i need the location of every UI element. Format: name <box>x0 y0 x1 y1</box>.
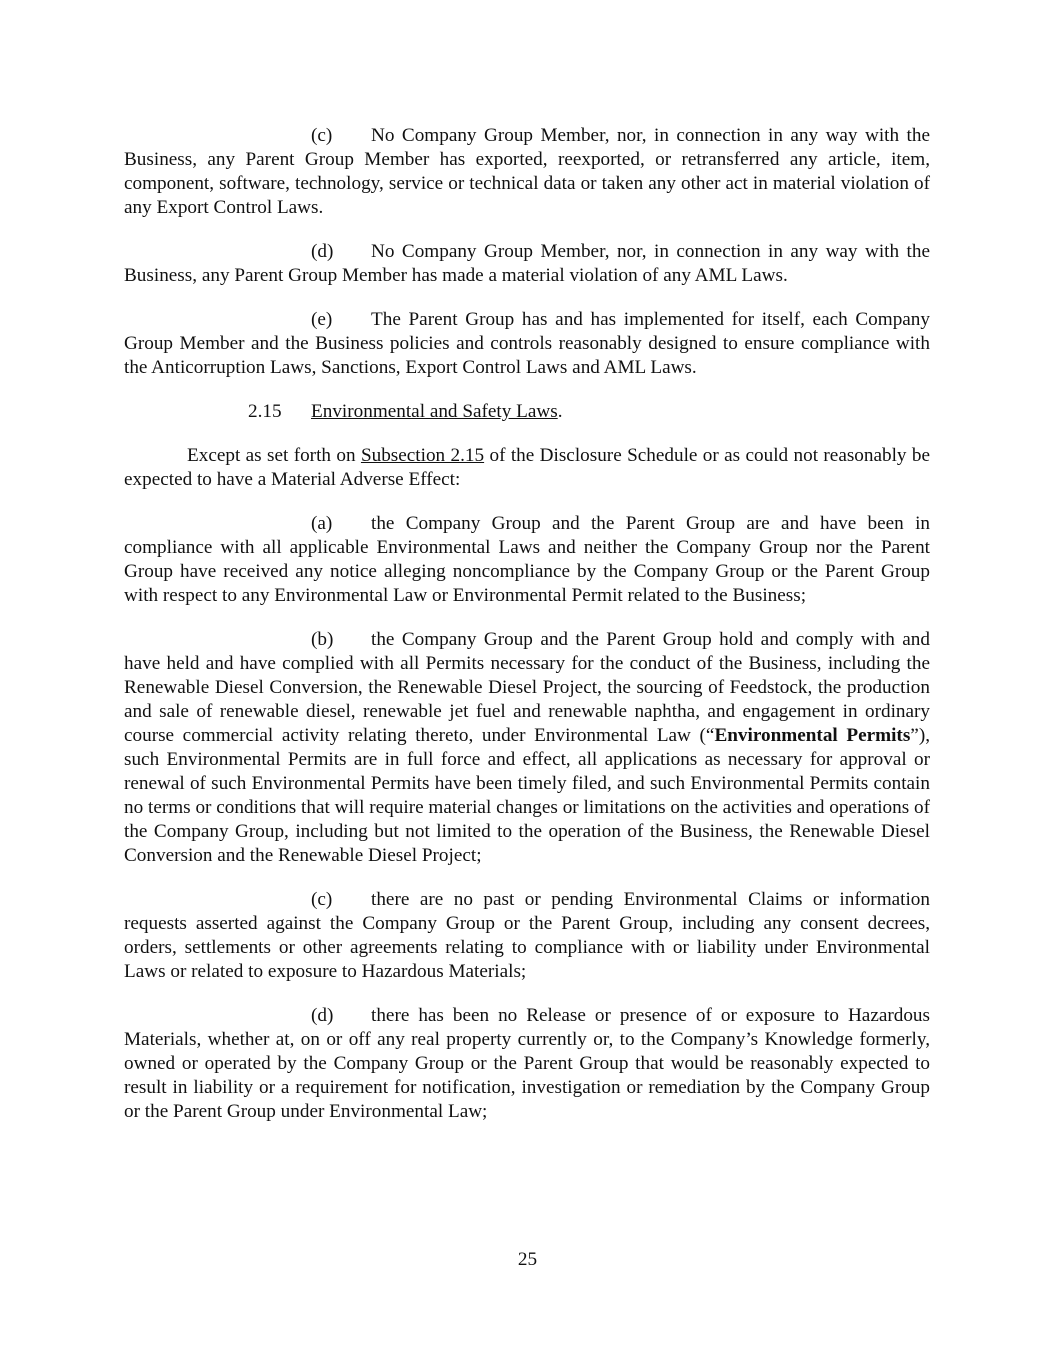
paragraph-2-15-b <box>124 628 930 868</box>
section-number: 2.15 <box>248 401 282 422</box>
paragraph-text-before: the Company Group and the Parent Group hold and comply with and have held and have complied with all Permits necessary for the conduct of the Business, including the Renewable Diesel Conversion, the Renewable Diesel Project, the sourcing of Feedstock, the production and sale of renewable diesel, renewable jet fuel and renewable naphtha, and engagement in ordinary course commercial activity relating thereto, under Environmental Law (“ <box>124 629 930 746</box>
paragraph-label: (e) <box>311 309 333 330</box>
paragraph-label: (d) <box>311 1005 334 1026</box>
intro-text-before: Except as set forth on <box>187 445 361 466</box>
intro-paragraph <box>124 444 930 492</box>
paragraph-label: (a) <box>311 513 333 534</box>
paragraph-label: (c) <box>311 125 333 146</box>
paragraph-2-15-a <box>124 512 930 608</box>
paragraph-2-15-c <box>124 888 930 984</box>
paragraph-2-15-d <box>124 1004 930 1124</box>
paragraph-text: The Parent Group has and has implemented for itself, each Company Group Member and the Business policies and controls reasonably designed to ensure compliance with the Anticorruption Laws, Sanctions, Export Control Laws and AML Laws. <box>124 309 930 378</box>
paragraph-2-14-e <box>124 308 930 380</box>
paragraph-text: there has been no Release or presence of or exposure to Hazardous Materials, whether at, on or off any real property currently or, to the Company’s Knowledge formerly, owned or operated by the Company Group or the Parent Group that would be reasonably expected to result in liability or a requirement for notification, investigation or remediation by the Company Group or the Parent Group under Environmental Law; <box>124 1005 930 1122</box>
section-title: Environmental and Safety Laws <box>311 401 558 422</box>
paragraph-label: (d) <box>311 241 334 262</box>
intro-text-after: of the Disclosure Schedule or as could not reasonably be expected to have a Material Adverse Effect: <box>124 445 931 490</box>
subsection-reference: Subsection 2.15 <box>360 445 485 466</box>
paragraph-text: No Company Group Member, nor, in connection in any way with the Business, any Parent Group Member has exported, reexported, or retransferred any article, item, component, software, technology, service or technical data or taken any other act in material violation of any Export Control Laws. <box>124 125 930 218</box>
paragraph-label: (c) <box>311 889 333 910</box>
paragraph-text-after: ”), such Environmental Permits are in full force and effect, all applications as necessary for approval or renewal of such Environmental Permits have been timely filed, and such Environmental Permits contain no terms or conditions that will require material changes or limitations on the activities and operations of the Company Group, including but not limited to the operation of the Business, the Renewable Diesel Conversion and the Renewable Diesel Project; <box>124 725 930 866</box>
section-heading <box>124 400 930 424</box>
paragraph-2-14-d <box>124 240 930 288</box>
paragraph-2-14-c <box>124 124 930 220</box>
defined-term: Environmental Permits <box>714 725 911 746</box>
section-title-suffix: . <box>557 401 563 422</box>
paragraph-text: the Company Group and the Parent Group are and have been in compliance with all applicable Environmental Laws and neither the Company Group nor the Parent Group have received any notice alleging noncompliance by the Company Group or the Parent Group with respect to any Environmental Law or Environmental Permit related to the Business; <box>124 513 930 606</box>
paragraph-text: No Company Group Member, nor, in connection in any way with the Business, any Parent Group Member has made a material violation of any AML Laws. <box>124 241 930 286</box>
paragraph-label: (b) <box>311 629 334 650</box>
paragraph-text: there are no past or pending Environmental Claims or information requests asserted against the Company Group or the Parent Group, including any consent decrees, orders, settlements or other agreements relating to compliance with or liability under Environmental Laws or related to exposure to Hazardous Materials; <box>124 889 930 982</box>
page-number: 25 <box>517 1249 538 1270</box>
document-body <box>124 124 930 1144</box>
